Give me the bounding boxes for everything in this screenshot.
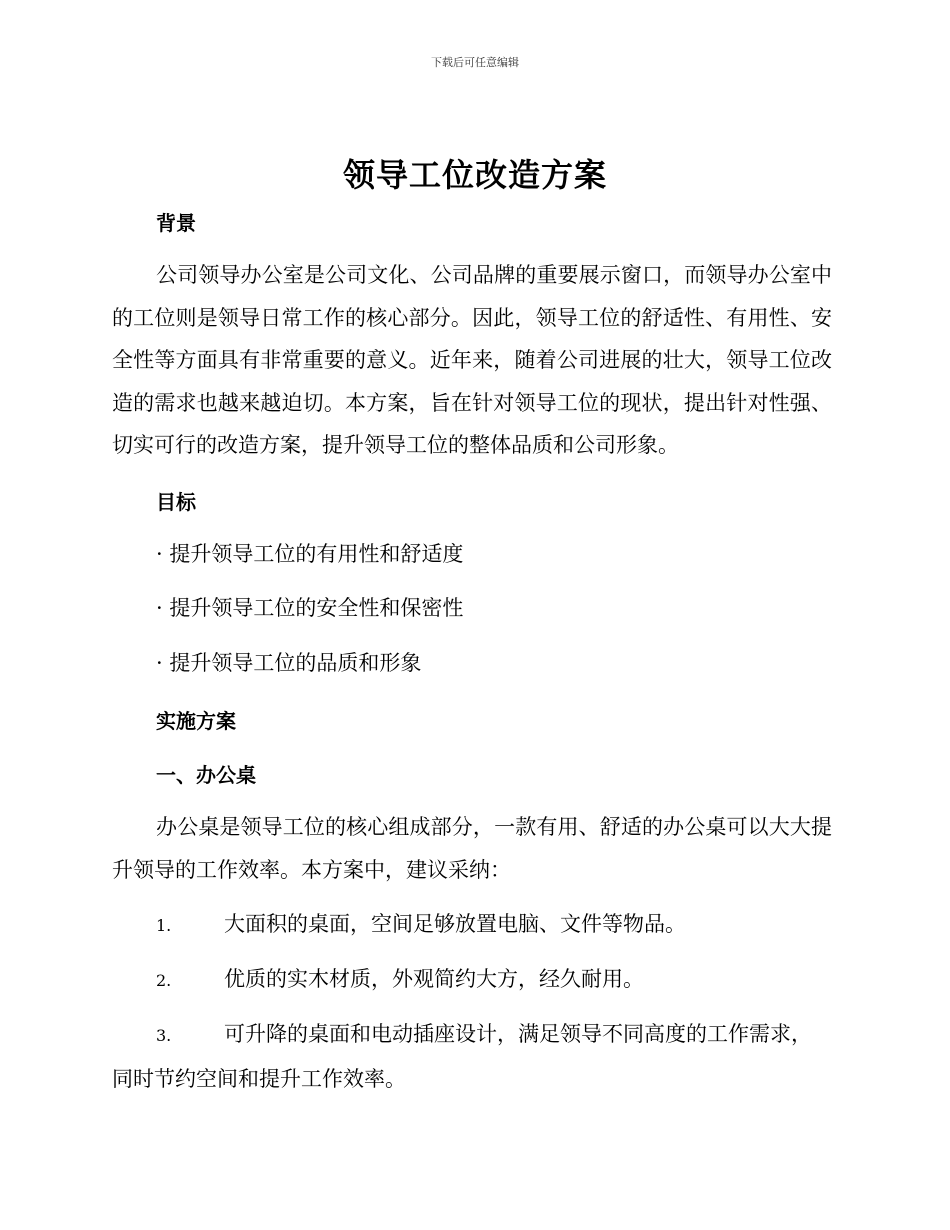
section-heading-implementation: 实施方案: [156, 709, 236, 733]
section-heading-goals: 目标: [156, 490, 196, 514]
background-paragraph: 公司领导办公室是公司文化、公司品牌的重要展示窗口，而领导办公室中的工位则是领导日常工作的核心部分。因此，领导工位的舒适性、有用性、安全性等方面具有非常重要的意义。近年来，随着公司进展的壮大，领导工位改造的需求也越来越迫切。本方案，旨在针对领导工位的现状，提出针对性强、切实可行的改造方案，提升领导工位的整体品质和公司形象。: [112, 263, 832, 457]
section-heading-background: 背景: [156, 211, 196, 235]
goal-item: · 提升领导工位的有用性和舒适度: [156, 542, 464, 566]
header-note: 下载后可任意编辑: [431, 56, 519, 69]
list-number: 2.: [156, 971, 172, 990]
goal-item: · 提升领导工位的品质和形象: [156, 651, 422, 675]
goal-item: · 提升领导工位的安全性和保密性: [156, 596, 464, 620]
list-text: 可升降的桌面和电动插座设计，满足领导不同高度的工作需求，同时节约空间和提升工作效率。: [112, 1022, 812, 1091]
desk-list-item: [112, 1013, 832, 1100]
list-number: 1.: [156, 916, 172, 935]
list-text: 优质的实木材质，外观简约大方，经久耐用。: [224, 967, 644, 991]
desk-list-item: [112, 903, 832, 948]
desk-list-item: [112, 958, 832, 1003]
subsection-heading-desk: 一、办公桌: [156, 763, 256, 787]
document-title: 领导工位改造方案: [342, 156, 607, 194]
list-number: 3.: [156, 1026, 172, 1045]
list-text: 大面积的桌面，空间足够放置电脑、文件等物品。: [224, 912, 686, 936]
desk-paragraph: 办公桌是领导工位的核心组成部分，一款有用、舒适的办公桌可以大大提升领导的工作效率。本方案中，建议采纳：: [112, 815, 832, 882]
